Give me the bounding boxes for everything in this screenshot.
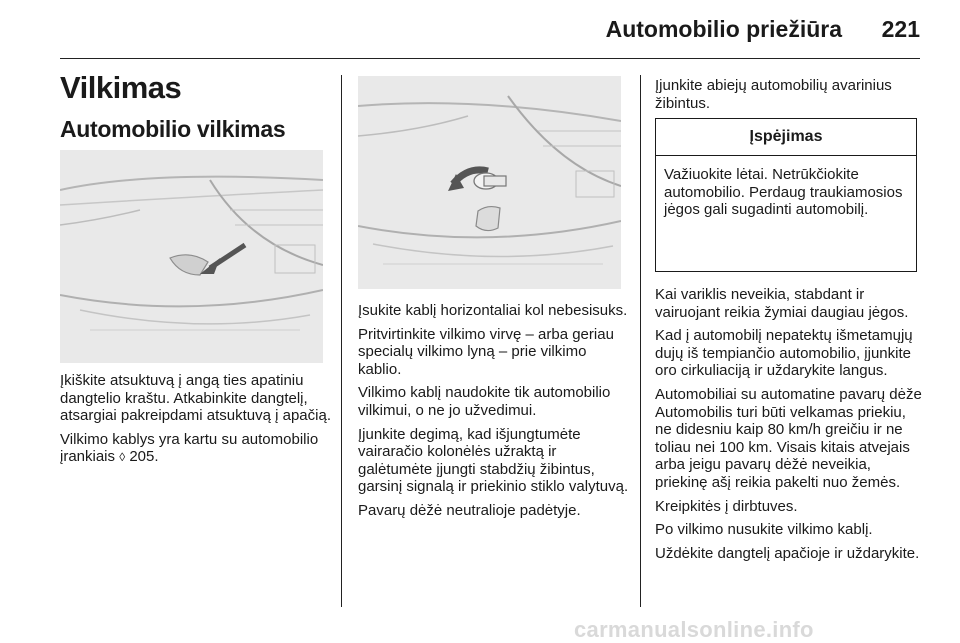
section-title: Vilkimas	[60, 70, 182, 105]
paragraph: Kai variklis neveikia, stabdant ir vairuojant reikia žymiai daugiau jėgos.	[655, 286, 909, 321]
illustration-tow-cover	[60, 150, 323, 363]
running-header-title: Automobilio priežiūra	[605, 16, 842, 42]
illustration-tow-hook	[358, 76, 621, 289]
paragraph-with-reference	[60, 431, 335, 467]
warning-title: Įspėjimas	[656, 119, 916, 156]
paragraph: Kreipkitės į dirbtuves.	[655, 497, 798, 515]
warning-box	[655, 118, 917, 272]
paragraph: Pritvirtinkite vilkimo virvę – arba geriau specialų vilkimo lyną – prie vilkimo kablio.	[358, 325, 614, 378]
paragraph: Po vilkimo nusukite vilkimo kablį.	[655, 521, 873, 539]
column-divider-right	[640, 75, 641, 607]
watermark: carmanualsonline.info	[574, 617, 814, 642]
page-reference-icon: ◊	[119, 450, 126, 465]
paragraph: Vilkimo kablį naudokite tik automobilio vilkimui, o ne jo užvedimui.	[358, 384, 611, 419]
warning-text: Važiuokite lėtai. Netrūkčiokite automobilio. Perdaug traukiamosios jėgos gali sugadinti automobilį.	[664, 166, 903, 219]
page-reference-link[interactable]: 205.	[129, 448, 159, 466]
column-divider-left	[341, 75, 342, 607]
column3-text	[655, 286, 925, 568]
paragraph: Įjunkite degimą, kad išjungtumėte vairaračio kolonėlės užraktą ir galėtumėte įjungti stabdžių žibintus, garsinį signalą ir priekinio stiklo valytuvą.	[358, 425, 629, 496]
paragraph: Pavarų dėžė neutralioje padėtyje.	[358, 501, 581, 519]
column1-text	[60, 372, 335, 473]
reference-text: Vilkimo kablys yra kartu su automobilio įrankiais	[60, 430, 319, 466]
paragraph: Įjunkite abiejų automobilių avarinius žibintus.	[655, 77, 892, 112]
paragraph: Įkiškite atsuktuvą į angą ties apatiniu dangtelio kraštu. Atkabinkite dangtelį, atsargiai pakreipdami atsuktuvą į apačią.	[60, 372, 331, 425]
column2-text	[358, 302, 630, 526]
paragraph: Automobiliai su automatine pavarų dėže Automobilis turi būti velkamas priekiu, ne didesniu kaip 80 km/h greičiu ir ne toliau nei 100 km. Visais kitais atvejais arba jeigu pavarų dėžė neveikia, priekinę ašį reikia pakelti nuo žemės.	[655, 385, 922, 491]
header-rule	[60, 58, 920, 59]
page-number: 221	[881, 16, 920, 42]
paragraph: Uždėkite dangtelį apačioje ir uždarykite.	[655, 544, 920, 562]
subsection-title: Automobilio vilkimas	[60, 116, 286, 142]
column3-intro	[655, 77, 923, 118]
paragraph: Kad į automobilį nepatektų išmetamųjų dujų iš tempiančio automobilio, įjunkite oro cirkuliaciją ir uždarykite langus.	[655, 327, 913, 380]
paragraph: Įsukite kablį horizontaliai kol nebesisuks.	[358, 302, 628, 319]
